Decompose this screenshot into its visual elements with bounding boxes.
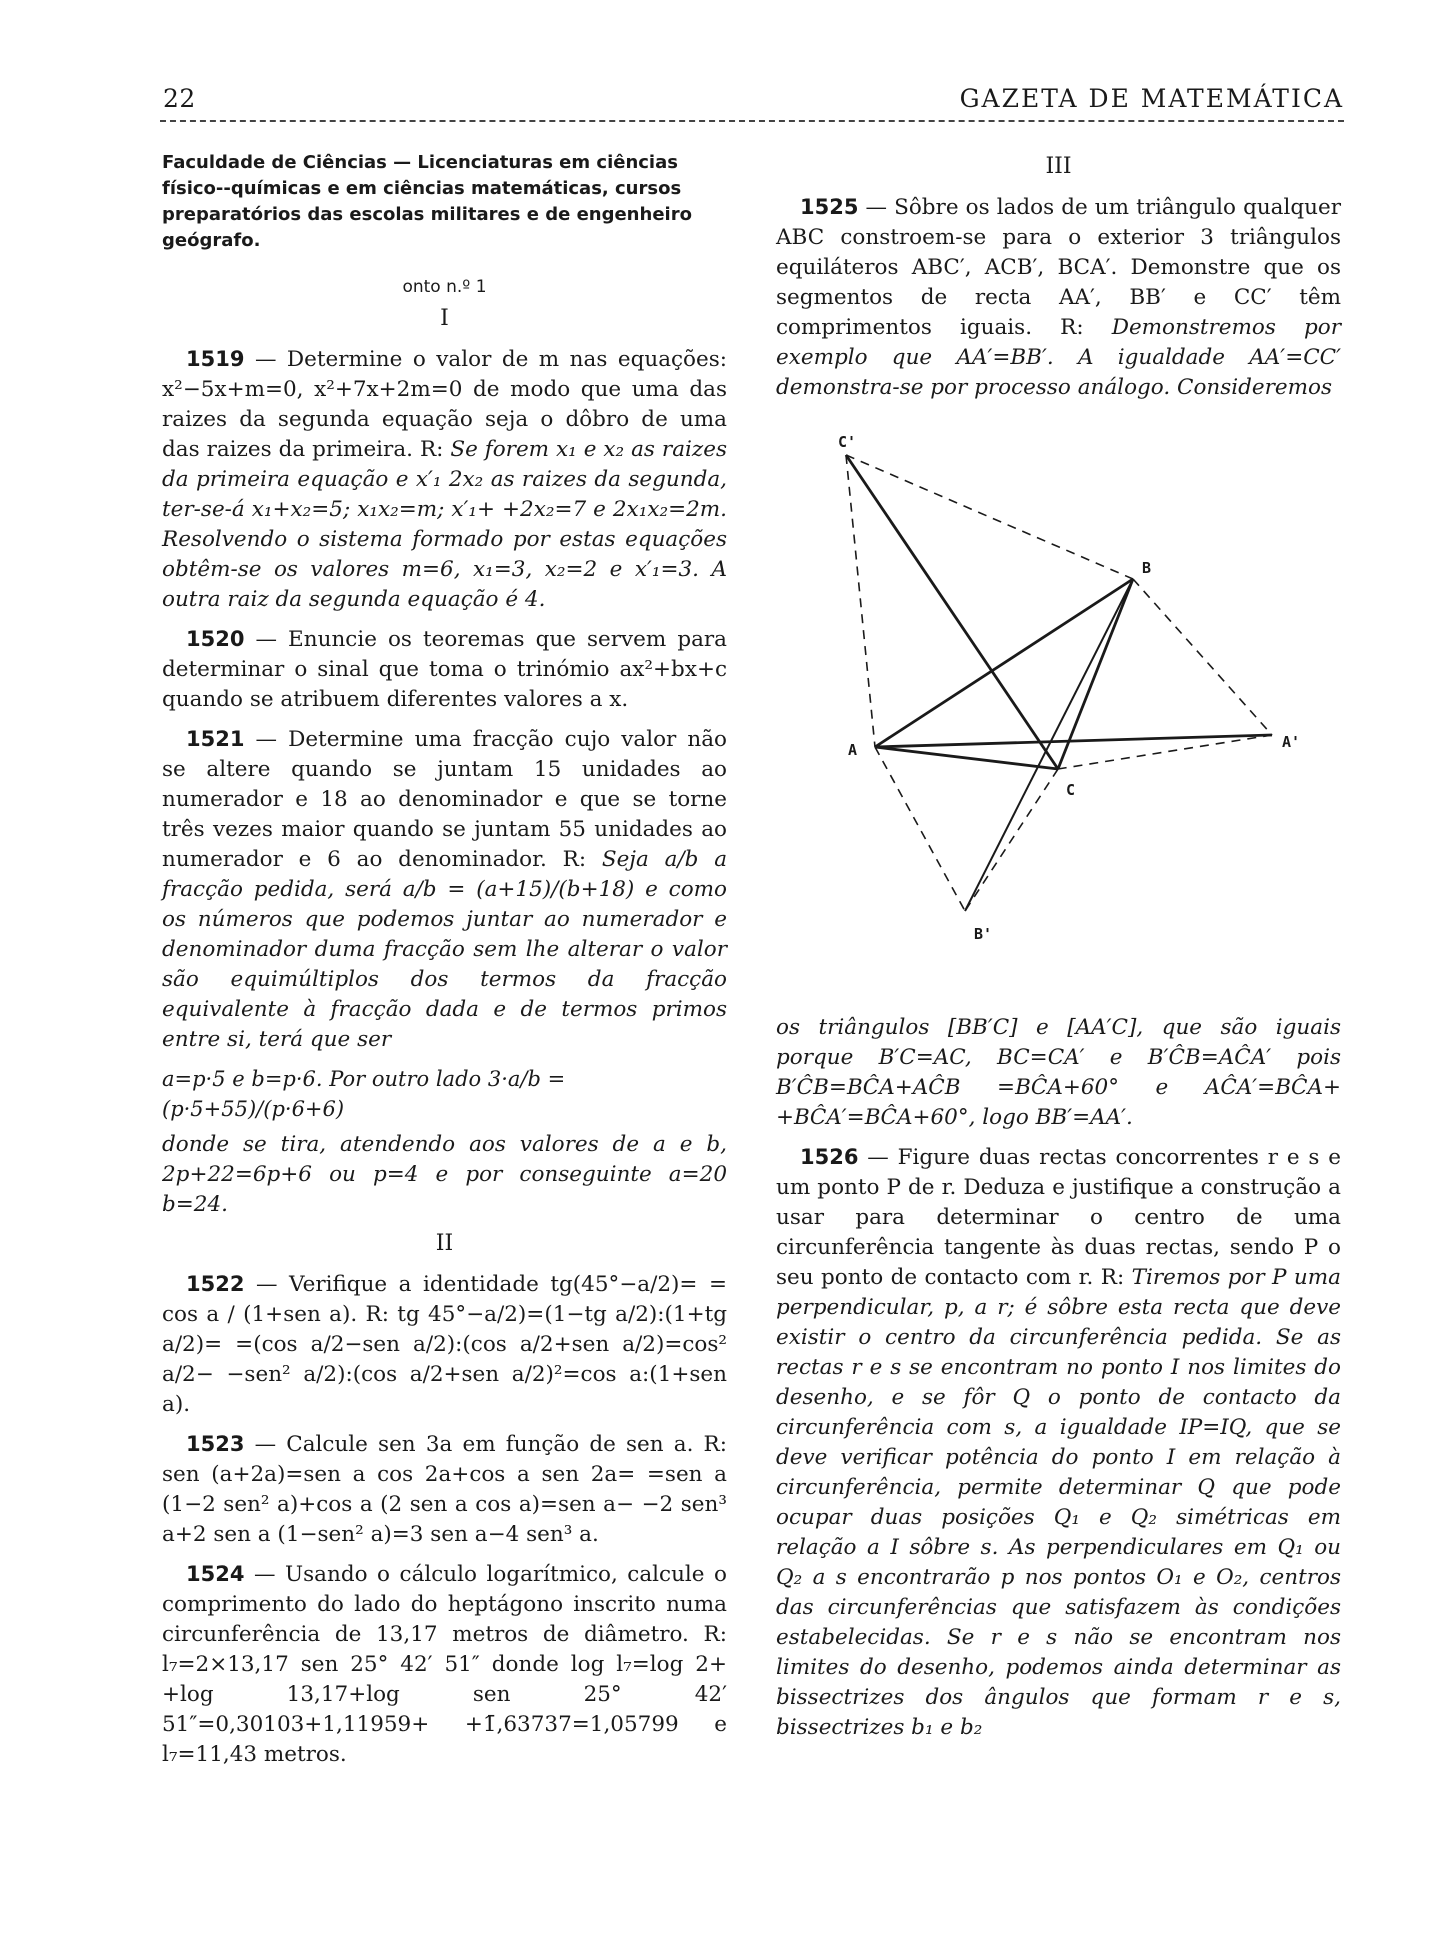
problem-text: — Figure duas rectas concorrentes r e s e um ponto P de r. Deduza e justifique a construção a usar para determinar o centro de uma circunferência tangente às duas rectas, sendo P o seu ponto de contacto com r. R: xyxy=(776,1145,1341,1290)
segment-c-a xyxy=(875,747,1058,769)
left-column xyxy=(162,150,727,1779)
problem-number: 1524 xyxy=(186,1562,245,1586)
problem-number: 1525 xyxy=(800,195,859,219)
label-c: C xyxy=(1066,781,1076,799)
problem-1521 xyxy=(162,724,727,1055)
ponto-label: onto n.º 1 xyxy=(402,277,487,297)
problem-1522 xyxy=(162,1269,727,1420)
problem-text: — Verifique a identidade tg(45°−a/2)= = cos a / (1+sen a). R: tg 45°−a/2)=(1−tg a/2):(1+tg a/2)= =(cos a/2−sen a/2):(cos a/2+sen a/2)=cos² a/2− −sen² a/2):(cos a/2+sen a/2)²=cos a:(1+sen a). xyxy=(162,1272,727,1417)
segment-c-b-prime xyxy=(965,769,1058,911)
problem-1526 xyxy=(776,1142,1341,1743)
segment-b-b-prime xyxy=(965,579,1133,911)
problem-text: — Usando o cálculo logarítmico, calcule o comprimento do lado do heptágono inscrito numa circunferência de 13,17 metros de diâmetro. R: l₇=2×13,17 sen 25° 42′ 51″ donde log l₇=log 2+ +log 13,17+log sen 25° 42′ 51″=0,30103+1,11959+ +1̄,63737=1,05799 e l₇=11,43 metros. xyxy=(162,1562,727,1767)
problem-answer: Tiremos por P uma perpendicular, p, a r; é sôbre esta recta que deve existir o centro da circunferência pedida. Se as rectas r e s se encontram no ponto I nos limites do desenho, e se fôr Q o ponto de contacto da circunferência com s, a igualdade IP=IQ, que se deve verificar potência do ponto I em relação à circunferência, permite determinar Q que pode ocupar duas posições Q₁ e Q₂ simétricas em relação a I sôbre s. As perpendiculares em Q₁ ou Q₂ a s encontrarão p nos pontos O₁ e O₂, centros das circunferências que satisfazem às condições estabelecidas. Se r e s não se encontram nos limites do desenho, podemos ainda determinar as bissectrizes dos ângulos que formam r e s, bissectrizes b₁ e b₂ xyxy=(776,1265,1341,1740)
segment-c-prime-a xyxy=(846,455,875,747)
problem-answer: Se forem x₁ e x₂ as raizes da primeira equação e x′₁ 2x₂ as raizes da segunda, ter-se-á x₁+x₂=5; x₁x₂=m; x′₁+ +2x₂=7 e 2x₁x₂=2m. Resolvendo o sistema formado por estas equações obtêm-se os valores m=6, x₁=3, x₂=2 e x′₁=3. A outra raiz da segunda equação é 4. xyxy=(162,437,727,612)
segment-c-c-prime xyxy=(846,455,1058,769)
exam-heading: Faculdade de Ciências — Licenciaturas em ciências físico--químicas e em ciências matemáticas, cursos preparatórios das escolas militares e de engenheiro geógrafo. xyxy=(162,152,692,251)
label-a-prime: A' xyxy=(1282,733,1301,751)
problem-number: 1522 xyxy=(186,1272,245,1296)
problem-text: — Enuncie os teoremas que servem para determinar o sinal que toma o trinómio ax²+bx+c quando se atribuem diferentes valores a x. xyxy=(162,627,727,712)
problem-text: — Determine o valor de m nas equações: x²−5x+m=0, x²+7x+2m=0 de modo que uma das raizes da segunda equação seja o dôbro de uma das raizes da primeira. R: xyxy=(162,347,727,462)
triangle-figure xyxy=(776,413,1341,1003)
segment-a-b xyxy=(875,579,1133,747)
label-b-prime: B' xyxy=(974,925,993,943)
label-b: B xyxy=(1142,559,1152,577)
triangle-diagram xyxy=(776,413,1341,1003)
segment-b-a-prime xyxy=(1133,579,1272,735)
problem-answer: Seja a/b a fracção pedida, será a/b = (a+15)/(b+18) e como os números que podemos juntar ao numerador e denominador duma fracção sem lhe alterar o valor são equimúltiplos dos termos da fracção equivalente à fracção dada e de termos primos entre si, terá que ser xyxy=(162,847,728,1052)
problem-1519 xyxy=(162,344,727,615)
problem-1523 xyxy=(162,1429,727,1550)
problem-text: — Determine uma fracção cujo valor não se altere quando se juntam 15 unidades ao numerador e 18 ao denominador e que se torne três vezes maior quando se juntam 55 unidades ao numerador e 6 ao denominador. R: xyxy=(162,727,727,872)
problem-answer: Demonstremos por exemplo que AA′=BB′. A igualdade AA′=CC′ demonstra-se por processo análogo. Consideremos xyxy=(776,315,1341,400)
label-a: A xyxy=(848,741,858,759)
label-c-prime: C' xyxy=(838,433,857,451)
problem-number: 1521 xyxy=(186,727,245,751)
problem-1520 xyxy=(162,624,727,715)
problem-number: 1520 xyxy=(186,627,245,651)
problem-number: 1519 xyxy=(186,347,245,371)
problem-text: — Calcule sen 3a em função de sen a. R: sen (a+2a)=sen a cos 2a+cos a sen 2a= =sen a (1−2 sen² a)+cos a (2 sen a cos a)=sen a− −2 sen³ a+2 sen a (1−sen² a)=3 sen a−4 sen³ a. xyxy=(162,1432,727,1547)
journal-title: GAZETA DE MATEMÁTICA xyxy=(959,84,1344,113)
problem-text: — Sôbre os lados de um triângulo qualquer ABC constroem-se para o exterior 3 triângulos equiláteros ABC′, ACB′, BCA′. Demonstre que os segmentos de recta AA′, BB′ e CC′ têm comprimentos iguais. R: xyxy=(776,195,1341,340)
section-heading-2: II xyxy=(435,1231,454,1256)
problem-1525-continued: os triângulos [BB′C] e [AA′C], que são iguais porque B′C=AC, BC=CA′ e B′ĈB=AĈA′ pois B′ĈB=BĈA+AĈB =BĈA+60° e AĈA′=BĈA+ +BĈA′=BĈA+60°, logo BB′=AA′. xyxy=(776,1015,1341,1130)
problem-1524 xyxy=(162,1559,727,1770)
page-number: 22 xyxy=(163,84,196,113)
problem-answer-continued: donde se tira, atendendo aos valores de a e b, 2p+22=6p+6 ou p=4 e por conseguinte a=20 b=24. xyxy=(162,1132,727,1217)
segment-a-b-prime xyxy=(875,747,965,911)
right-column xyxy=(776,150,1341,1752)
problem-1525 xyxy=(776,192,1341,403)
problem-number: 1523 xyxy=(186,1432,245,1456)
formula-line: a=p·5 e b=p·6. Por outro lado 3·a/b = (p·5+55)/(p·6+6) xyxy=(162,1067,566,1121)
problem-number: 1526 xyxy=(800,1145,859,1169)
section-heading-3: III xyxy=(1045,154,1072,179)
header-rule xyxy=(160,120,1344,122)
segment-a-a-prime xyxy=(875,735,1272,747)
section-heading-1: I xyxy=(440,306,449,331)
